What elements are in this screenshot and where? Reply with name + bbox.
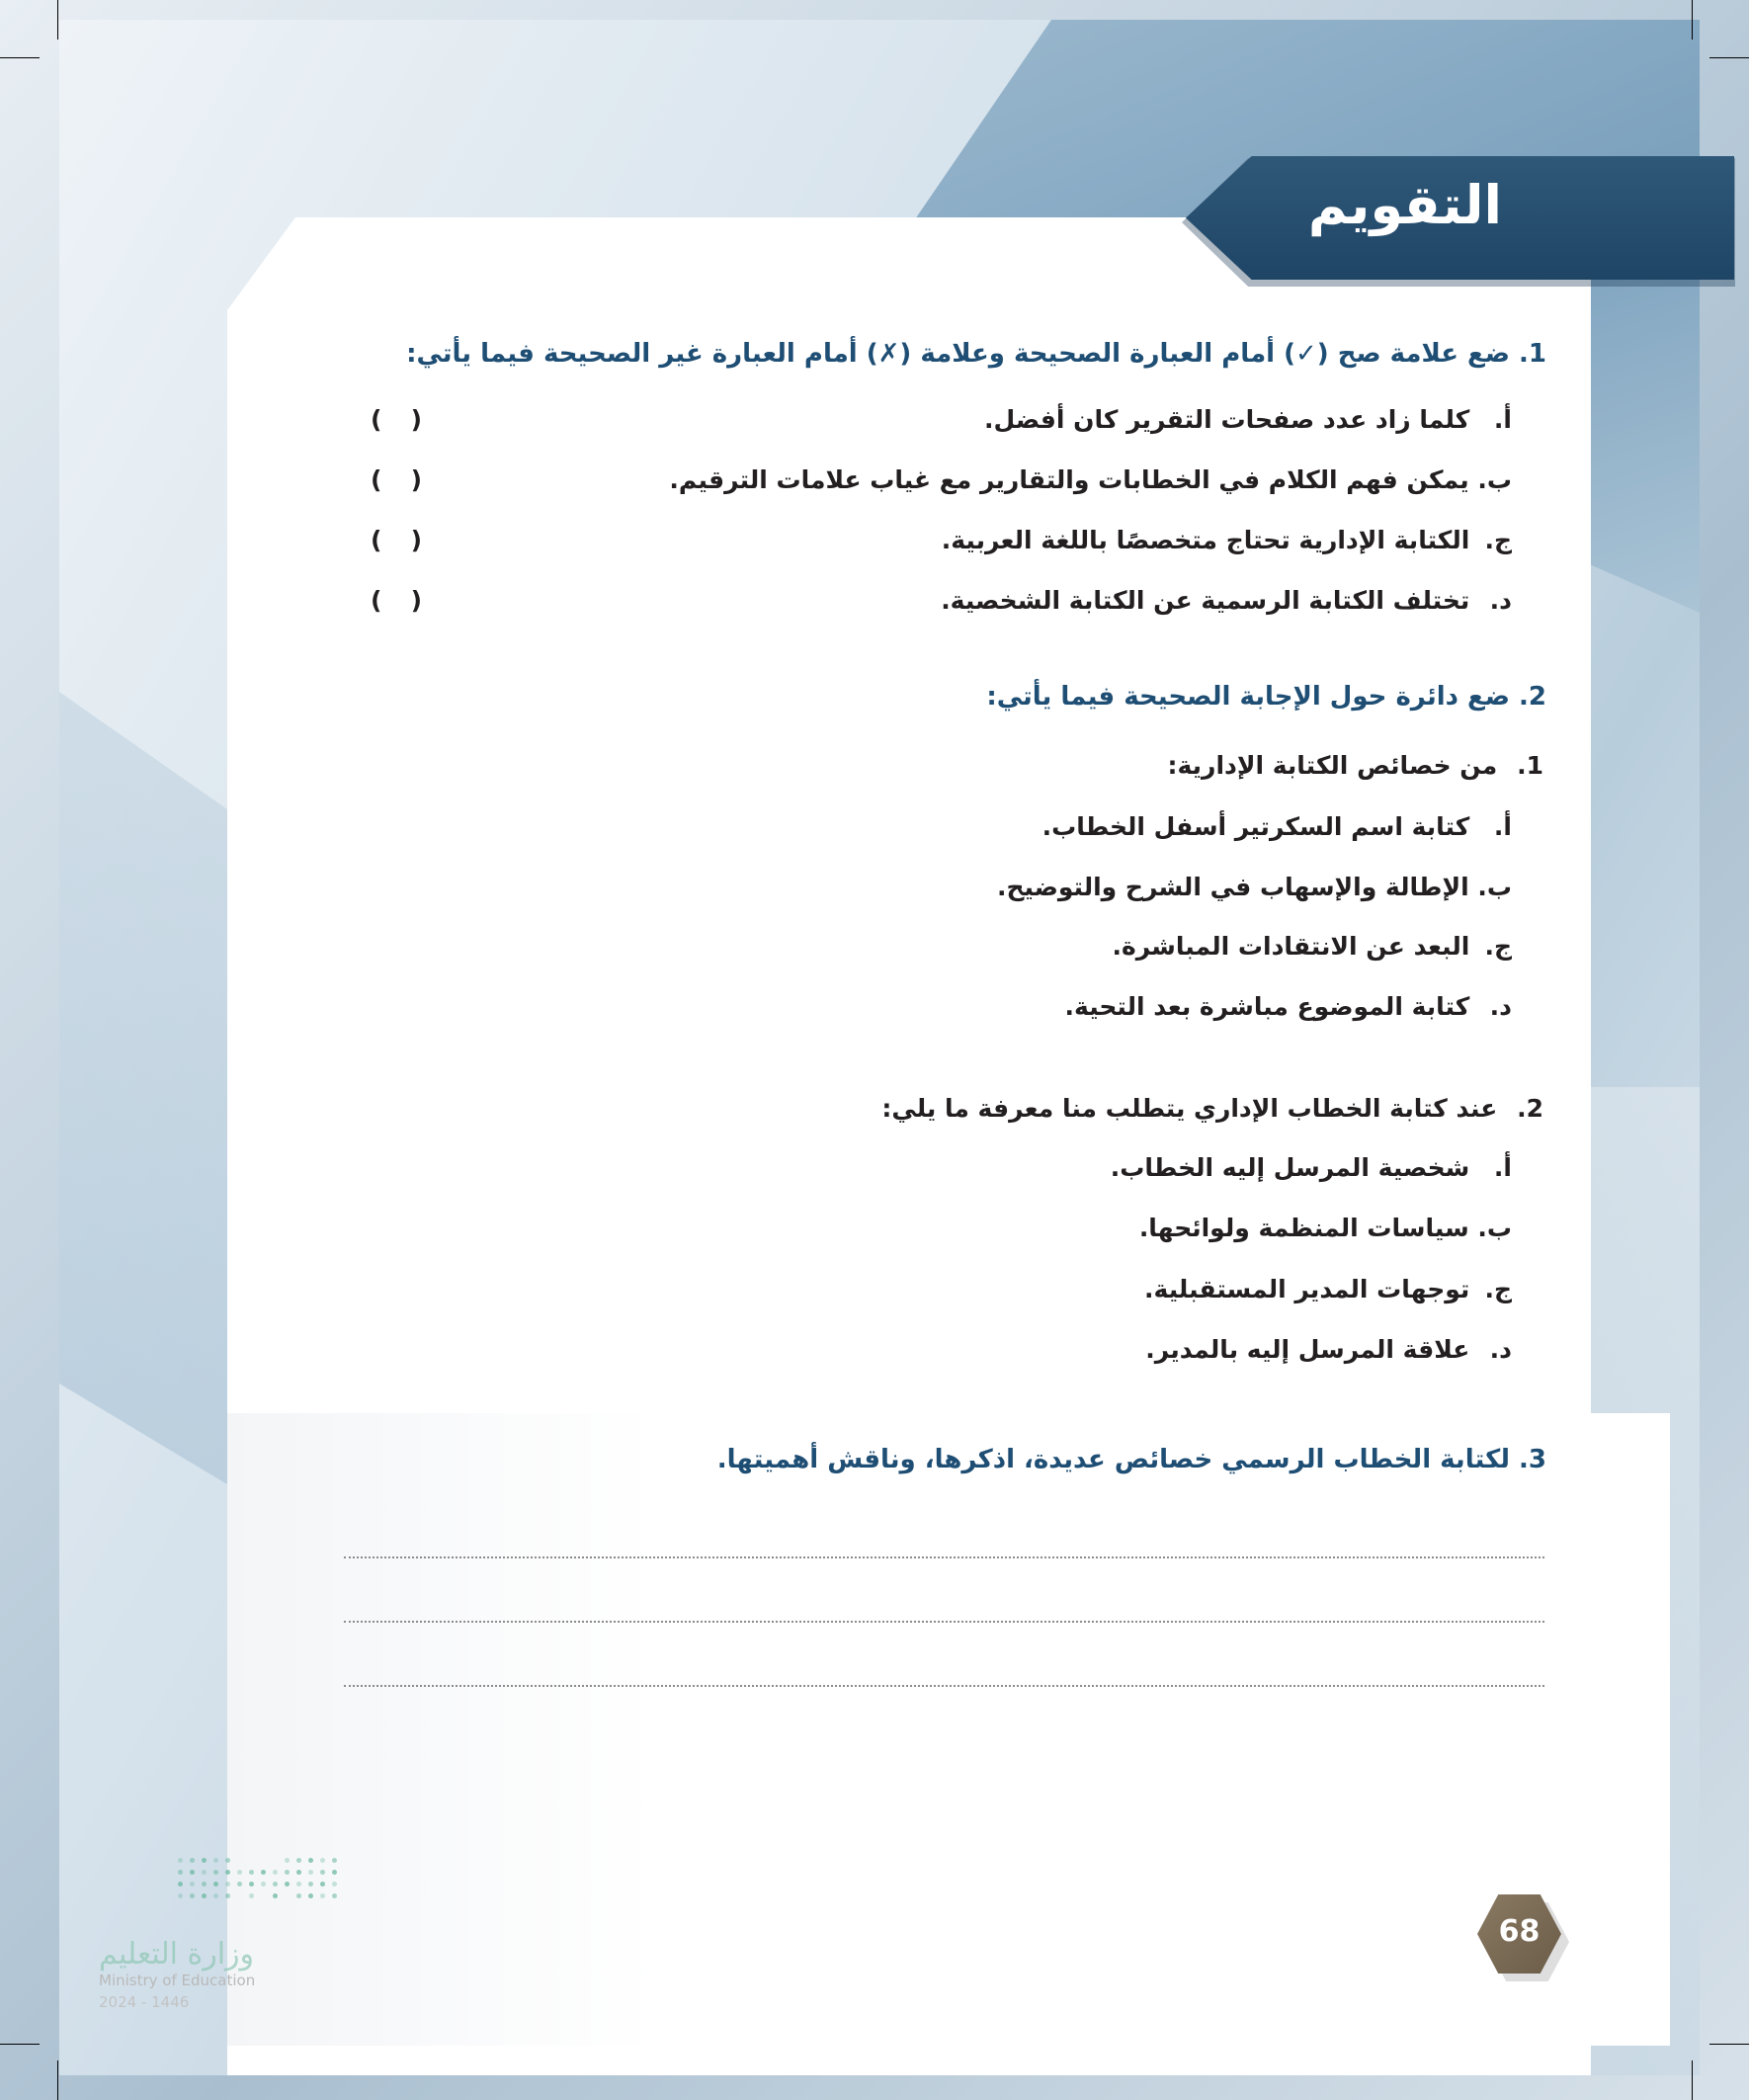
- crop-mark: [0, 57, 40, 58]
- logo-dot: [320, 1893, 325, 1898]
- question-1-heading: [406, 339, 1546, 369]
- logo-dot: [237, 1882, 242, 1887]
- question-2-heading: [986, 682, 1546, 712]
- q2-option-text: توجهات المدير المستقبلية.: [1144, 1275, 1470, 1303]
- crop-mark: [0, 2044, 40, 2045]
- logo-dot: [308, 1893, 313, 1898]
- q2-option-text: كتابة اسم السكرتير أسفل الخطاب.: [1041, 812, 1470, 841]
- q2-option-text: البعد عن الانتقادات المباشرة.: [1112, 932, 1470, 961]
- q2-option-text: الإطالة والإسهاب في الشرح والتوضيح.: [996, 873, 1469, 901]
- page-title: التقويم: [1307, 174, 1502, 236]
- answer-parentheses[interactable]: [371, 405, 422, 434]
- q2-sub-text: من خصائص الكتابة الإدارية:: [1167, 751, 1498, 780]
- logo-dot: [190, 1882, 195, 1887]
- paren-open: ): [371, 586, 382, 615]
- logo-dot: [225, 1882, 230, 1887]
- logo-dot: [178, 1858, 183, 1863]
- q2-option[interactable]: [1145, 1335, 1512, 1364]
- q2-sub-heading: [1168, 751, 1544, 780]
- q2-option-letter: أ.: [1493, 1153, 1512, 1182]
- q1-item-letter: ب.: [1477, 465, 1512, 494]
- q2-option[interactable]: [1065, 992, 1512, 1021]
- logo-dot: [320, 1882, 325, 1887]
- logo-dot: [332, 1882, 337, 1887]
- logo-dot: [237, 1870, 242, 1875]
- answer-line[interactable]: [344, 1685, 1544, 1687]
- logo-dot: [261, 1882, 266, 1887]
- q2-sub-number: 2.: [1517, 1094, 1543, 1123]
- logo-dot: [225, 1893, 230, 1898]
- crop-mark: [57, 2060, 58, 2100]
- logo-dot: [225, 1870, 230, 1875]
- logo-dot: [190, 1893, 195, 1898]
- logo-dot: [296, 1893, 301, 1898]
- logo-dot: [213, 1858, 218, 1863]
- logo-dot: [178, 1893, 183, 1898]
- content-card-lower: [227, 1413, 1670, 2046]
- crop-mark: [1709, 57, 1749, 58]
- q2-option[interactable]: [1042, 812, 1512, 841]
- logo-dot: [261, 1870, 266, 1875]
- q2-option[interactable]: [1144, 1275, 1512, 1303]
- logo-dot: [202, 1870, 207, 1875]
- q2-option[interactable]: [1139, 1214, 1512, 1242]
- q2-option-text: سياسات المنظمة ولوائحها.: [1138, 1214, 1469, 1242]
- logo-dot: [202, 1882, 207, 1887]
- logo-dot: [249, 1882, 254, 1887]
- question-2-text: ضع دائرة حول الإجابة الصحيحة فيما يأتي:: [986, 682, 1510, 712]
- logo-dot: [285, 1870, 290, 1875]
- logo-dot: [320, 1858, 325, 1863]
- answer-parentheses[interactable]: [371, 586, 422, 615]
- logo-dot: [285, 1858, 290, 1863]
- logo-dot: [320, 1870, 325, 1875]
- question-3-heading: [717, 1445, 1546, 1474]
- logo-dot: [202, 1858, 207, 1863]
- paren-close: (: [410, 586, 422, 615]
- logo-dot: [296, 1882, 301, 1887]
- crop-mark: [1692, 0, 1693, 40]
- logo-dot: [273, 1882, 278, 1887]
- logo-dot: [213, 1870, 218, 1875]
- logo-dot: [202, 1893, 207, 1898]
- logo-dot: [308, 1870, 313, 1875]
- logo-dot: [273, 1870, 278, 1875]
- q1-item-text: تختلف الكتابة الرسمية عن الكتابة الشخصية.: [941, 586, 1470, 615]
- logo-dot: [285, 1882, 290, 1887]
- paren-close: (: [410, 405, 422, 434]
- q1-item: [941, 586, 1512, 615]
- logo-dot: [190, 1870, 195, 1875]
- q1-item: [984, 405, 1512, 434]
- q1-item-text: كلما زاد عدد صفحات التقرير كان أفضل.: [984, 405, 1470, 434]
- q2-sub-heading: [881, 1094, 1543, 1123]
- paren-open: ): [371, 405, 382, 434]
- logo-dot: [308, 1882, 313, 1887]
- answer-parentheses[interactable]: [371, 526, 422, 554]
- q2-option-letter: د.: [1489, 992, 1512, 1021]
- q2-option-letter: أ.: [1493, 812, 1512, 841]
- ministry-logo-dots: [178, 1858, 356, 1912]
- q2-option-letter: ج.: [1484, 1275, 1512, 1303]
- q2-option-text: كتابة الموضوع مباشرة بعد التحية.: [1064, 992, 1470, 1021]
- q2-option-letter: ب.: [1477, 873, 1512, 901]
- paren-open: ): [371, 465, 382, 494]
- answer-parentheses[interactable]: [371, 465, 422, 494]
- q1-item: [669, 465, 1512, 494]
- q2-option-text: علاقة المرسل إليه بالمدير.: [1145, 1335, 1470, 1364]
- logo-dot: [308, 1858, 313, 1863]
- question-3-number: 3.: [1519, 1445, 1546, 1474]
- q2-option[interactable]: [997, 873, 1512, 901]
- paren-close: (: [410, 465, 422, 494]
- logo-dot: [273, 1893, 278, 1898]
- ministry-name-english: Ministry of Education: [99, 1972, 256, 1989]
- logo-dot: [332, 1893, 337, 1898]
- paren-open: ): [371, 526, 382, 554]
- paren-close: (: [410, 526, 422, 554]
- crop-mark: [1709, 2044, 1749, 2045]
- logo-dot: [332, 1870, 337, 1875]
- ministry-name-arabic: وزارة التعليم: [99, 1937, 255, 1972]
- crop-mark: [1692, 2060, 1693, 2100]
- q1-item-text: الكتابة الإدارية تحتاج متخصصًا باللغة العربية.: [941, 526, 1470, 554]
- q1-item-text: يمكن فهم الكلام في الخطابات والتقارير مع غياب علامات الترقيم.: [669, 465, 1469, 494]
- logo-dot: [178, 1882, 183, 1887]
- q2-option-text: شخصية المرسل إليه الخطاب.: [1110, 1153, 1470, 1182]
- logo-dot: [213, 1893, 218, 1898]
- q2-option[interactable]: [1113, 932, 1513, 961]
- q1-item-letter: أ.: [1493, 405, 1512, 434]
- question-1-number: 1.: [1519, 339, 1546, 369]
- logo-dot: [296, 1870, 301, 1875]
- question-1-text: ضع علامة صح (✓) أمام العبارة الصحيحة وعلامة (✗) أمام العبارة غير الصحيحة فيما يأتي:: [406, 339, 1510, 369]
- answer-line[interactable]: [344, 1556, 1544, 1558]
- logo-dot: [178, 1870, 183, 1875]
- q1-item-letter: د.: [1489, 586, 1512, 615]
- q2-sub-number: 1.: [1517, 751, 1543, 780]
- logo-dot: [213, 1882, 218, 1887]
- logo-dot: [296, 1858, 301, 1863]
- q1-item-letter: ج.: [1484, 526, 1512, 554]
- q1-item: [942, 526, 1512, 554]
- question-3-text: لكتابة الخطاب الرسمي خصائص عديدة، اذكرها، وناقش أهميتها.: [716, 1445, 1510, 1474]
- answer-line[interactable]: [344, 1621, 1544, 1623]
- logo-dot: [225, 1858, 230, 1863]
- q2-option[interactable]: [1111, 1153, 1512, 1182]
- page-number: 68: [1498, 1914, 1541, 1949]
- logo-dot: [332, 1858, 337, 1863]
- ministry-year: 2024 - 1446: [99, 1993, 190, 2011]
- q2-option-letter: د.: [1489, 1335, 1512, 1364]
- logo-dot: [249, 1870, 254, 1875]
- logo-dot: [190, 1858, 195, 1863]
- logo-dot: [249, 1893, 254, 1898]
- question-2-number: 2.: [1519, 682, 1546, 712]
- crop-mark: [57, 0, 58, 40]
- q2-sub-text: عند كتابة الخطاب الإداري يتطلب منا معرفة ما يلي:: [881, 1094, 1498, 1123]
- q2-option-letter: ب.: [1477, 1214, 1512, 1242]
- q2-option-letter: ج.: [1484, 932, 1512, 961]
